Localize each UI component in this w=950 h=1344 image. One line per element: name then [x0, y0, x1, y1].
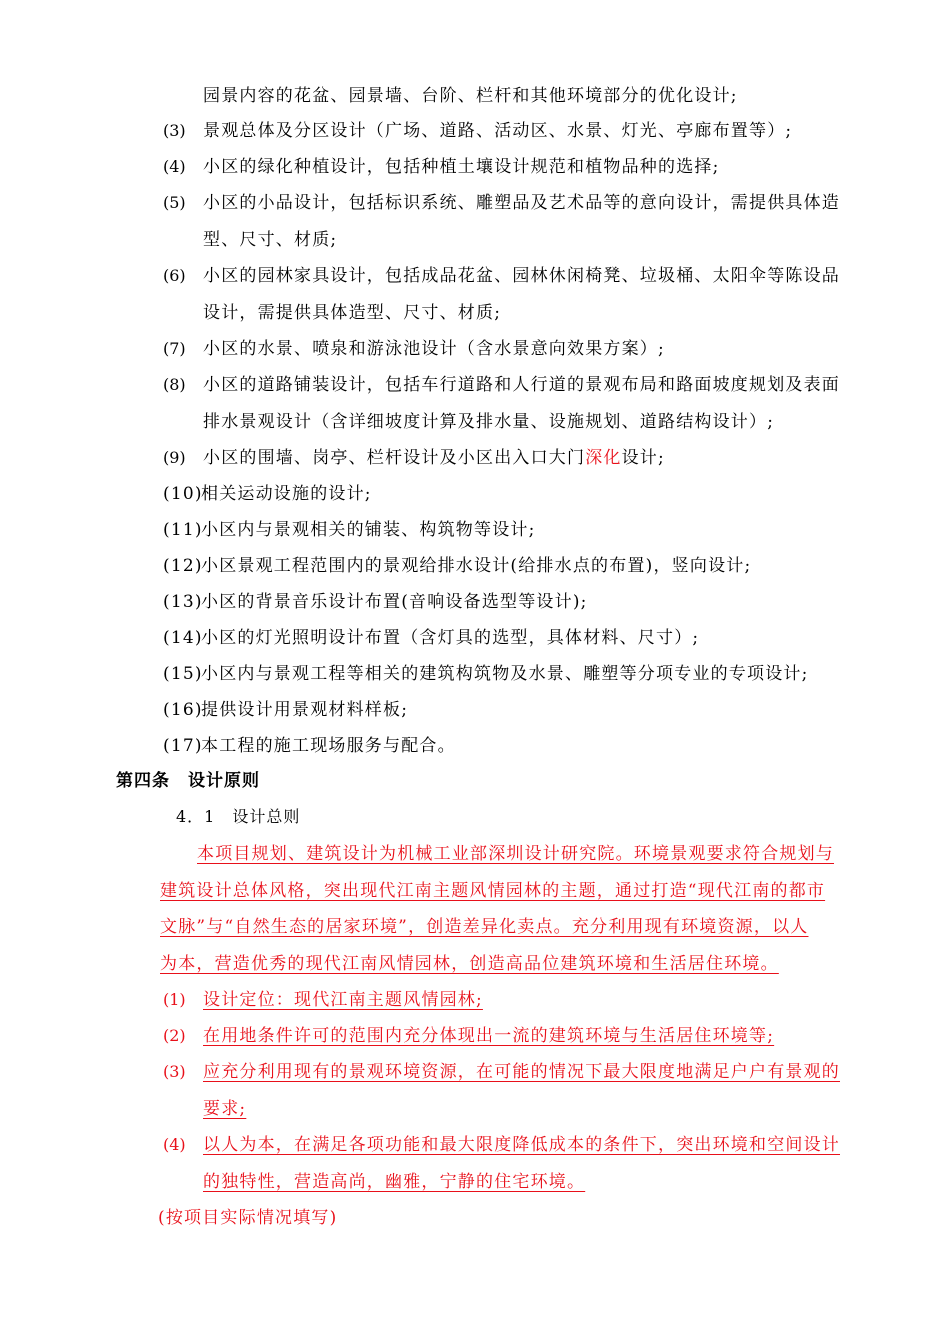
principle-number: (4) [163, 1135, 186, 1154]
list-item-text-part: 设计; [621, 448, 665, 468]
section-heading: 第四条 设计原则 [116, 771, 260, 791]
list-item-text: 小区的小品设计，包括标识系统、雕塑品及艺术品等的意向设计，需提供具体造 [203, 193, 840, 213]
list-item-text: 小区景观工程范围内的景观给排水设计(给排水点的布置)，竖向设计; [201, 556, 752, 576]
section-subheading: 4．1 设计总则 [176, 807, 301, 826]
principle-text: 应充分利用现有的景观环境资源，在可能的情况下最大限度地满足户户有景观的 [203, 1062, 840, 1082]
list-item-text: 小区的水景、喷泉和游泳池设计（含水景意向效果方案）; [203, 339, 665, 359]
list-item-number: (14) [163, 628, 203, 648]
list-item-text: 小区的园林家具设计，包括成品花盆、园林休闲椅凳、垃圾桶、太阳伞等陈设品 [203, 266, 840, 286]
list-item-number: (9) [163, 448, 186, 467]
list-item-text: 小区的灯光照明设计布置（含灯具的选型，具体材料、尺寸）; [201, 628, 700, 648]
list-item-number: (15) [163, 664, 203, 684]
paragraph-line: 建筑设计总体风格，突出现代江南主题风情园林的主题，通过打造“现代江南的都市 [160, 881, 826, 901]
list-item-number: (11) [163, 520, 203, 540]
list-item-continuation: 设计，需提供具体造型、尺寸、材质; [203, 303, 502, 323]
principle-continuation: 的独特性，营造高尚，幽雅，宁静的住宅环境。 [203, 1172, 586, 1192]
list-item-number: (16) [163, 700, 203, 720]
principle-text: 设计定位：现代江南主题风情园林; [203, 990, 483, 1010]
list-item-text: 相关运动设施的设计; [201, 484, 372, 504]
list-item-number: (6) [163, 266, 186, 285]
list-item-text: 小区内与景观工程等相关的建筑构筑物及水景、雕塑等分项专业的专项设计; [201, 664, 809, 684]
list-item-text: 小区的道路铺装设计，包括车行道路和人行道的景观布局和路面坡度规划及表面 [203, 375, 840, 395]
list-item-continuation: 园景内容的花盆、园景墙、台阶、栏杆和其他环境部分的优化设计; [203, 86, 738, 106]
list-item-number: (10) [163, 484, 203, 504]
list-item-text [203, 446, 665, 470]
list-item-number: (12) [163, 556, 203, 576]
list-item-number: (5) [163, 193, 186, 212]
list-item-continuation: 排水景观设计（含详细坡度计算及排水量、设施规划、道路结构设计）; [203, 412, 775, 432]
paragraph-line: 为本，营造优秀的现代江南风情园林，创造高品位建筑环境和生活居住环境。 [160, 954, 779, 974]
list-item-number: (7) [163, 339, 186, 358]
list-item-text: 小区的背景音乐设计布置(音响设备选型等设计); [201, 592, 588, 612]
list-item-text: 提供设计用景观材料样板; [201, 700, 409, 720]
principle-text: 在用地条件许可的范围内充分体现出一流的建筑环境与生活居住环境等; [203, 1026, 775, 1046]
principle-number: (2) [163, 1026, 186, 1045]
list-item-number: (3) [163, 121, 186, 140]
principle-continuation: 要求; [203, 1099, 247, 1119]
list-item-number: (17) [163, 736, 203, 756]
list-item-text: 本工程的施工现场服务与配合。 [201, 736, 456, 756]
list-item-number: (4) [163, 157, 186, 176]
paragraph-line: 文脉”与“自然生态的居家环境”，创造差异化卖点。充分利用现有环境资源，以人 [160, 917, 809, 937]
list-item-number: (13) [163, 592, 203, 612]
list-item-text: 小区的绿化种植设计，包括种植土壤设计规范和植物品种的选择; [203, 157, 720, 177]
principle-number: (1) [163, 990, 186, 1009]
paragraph-line: 本项目规划、建筑设计为机械工业部深圳设计研究院。环境景观要求符合规划与 [197, 844, 834, 864]
list-item-text-part: 小区的围墙、岗亭、栏杆设计及小区出入口大门 [203, 448, 586, 468]
fill-in-note: (按项目实际情况填写) [158, 1208, 338, 1228]
highlighted-revision: 深化 [585, 448, 622, 468]
list-item-text: 景观总体及分区设计（广场、道路、活动区、水景、灯光、亭廊布置等）; [203, 121, 793, 141]
principle-number: (3) [163, 1062, 186, 1081]
list-item-number: (8) [163, 375, 186, 394]
list-item-text: 小区内与景观相关的铺装、构筑物等设计; [201, 520, 536, 540]
principle-text: 以人为本，在满足各项功能和最大限度降低成本的条件下，突出环境和空间设计 [203, 1135, 840, 1155]
list-item-continuation: 型、尺寸、材质; [203, 230, 338, 250]
